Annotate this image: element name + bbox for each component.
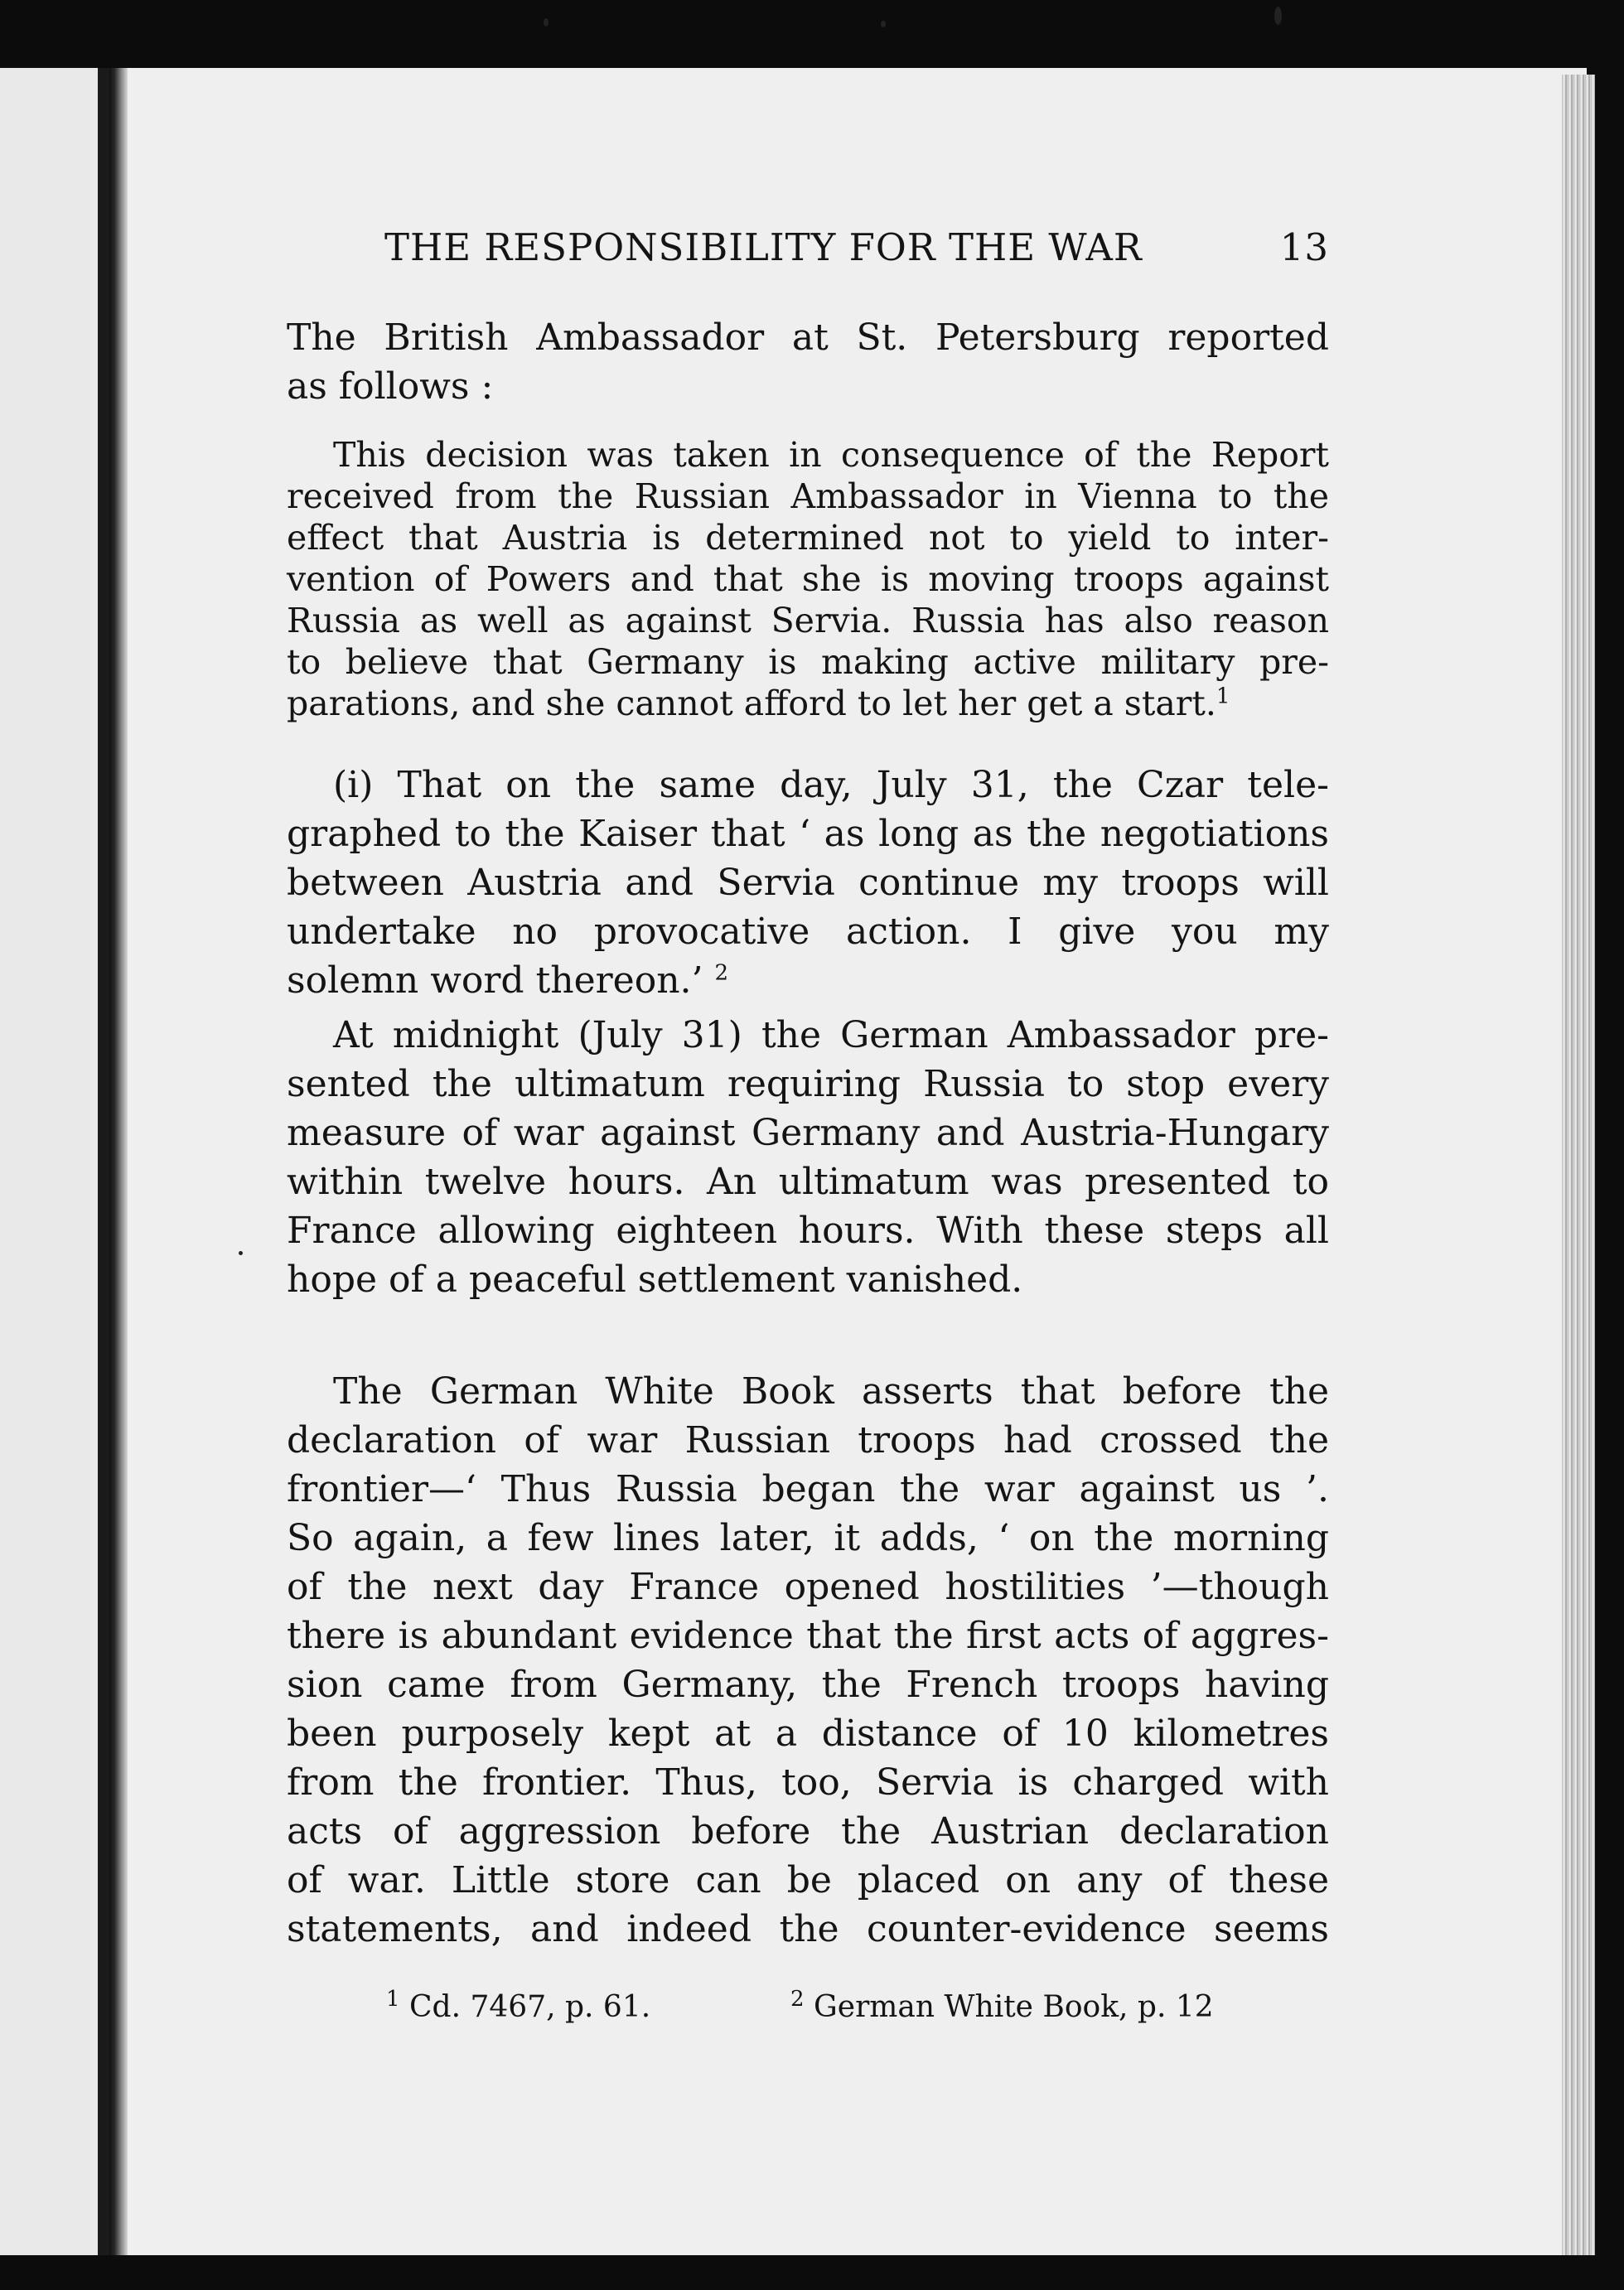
text-line — [287, 683, 1329, 724]
footnote-2 — [790, 1987, 1214, 2024]
running-header — [384, 225, 1329, 283]
text-line — [287, 956, 1329, 1005]
footnote-text: Cd. 7467, p. 61. — [409, 1990, 651, 2024]
text-line-content: parations, and she cannot afford to let her get a start. — [287, 684, 1216, 723]
text-line: received from the Russian Ambassador in Vienna to the — [287, 476, 1329, 516]
page-stack-edge — [1562, 75, 1595, 2282]
text-line: Russia as well as against Servia. Russia has also reason — [287, 601, 1329, 640]
gutter-shadow — [98, 68, 109, 2255]
text-line: within twelve hours. An ultimatum was presented to — [287, 1161, 1329, 1203]
text-line: At midnight (July 31) the German Ambassador pre- — [333, 1014, 1329, 1056]
text-line: measure of war against Germany and Austria-Hungary — [287, 1112, 1329, 1154]
text-line: vention of Powers and that she is moving troops against — [287, 559, 1329, 599]
page-number: 13 — [1279, 225, 1329, 269]
footnote-ref-2: 2 — [714, 960, 729, 986]
text-line: The German White Book asserts that before the — [333, 1370, 1329, 1413]
text-line: effect that Austria is determined not to yield to inter- — [287, 518, 1329, 558]
scan-speck — [1274, 7, 1282, 25]
text-line: undertake no provocative action. I give you my — [287, 911, 1329, 953]
text-line: So again, a few lines later, it adds, ‘ on the morning — [287, 1517, 1329, 1559]
text-line: declaration of war Russian troops had crossed the — [287, 1419, 1329, 1461]
scan-speck — [239, 1251, 243, 1255]
facing-page-edge — [0, 68, 106, 2255]
text-line: acts of aggression before the Austrian declaration — [287, 1810, 1329, 1853]
scan-speck — [544, 18, 549, 27]
text-line: of war. Little store can be placed on any of these — [287, 1859, 1329, 1901]
footnote-marker: 2 — [790, 1987, 805, 2012]
text-line-content: solemn word thereon.’ — [287, 959, 703, 1002]
white-book-paragraph — [287, 1367, 1329, 1954]
text-line: between Austria and Servia continue my troops will — [287, 862, 1329, 904]
intro-paragraph — [287, 313, 1329, 411]
footnote-1 — [386, 1987, 651, 2024]
item-i-paragraph — [287, 761, 1329, 1005]
text-line: sion came from Germany, the French troops having — [287, 1664, 1329, 1706]
text-line: This decision was taken in consequence of the Report — [333, 435, 1329, 475]
block-quote — [287, 434, 1329, 724]
text-line: France allowing eighteen hours. With these steps all — [287, 1210, 1329, 1252]
text-line: statements, and indeed the counter-evidence seems — [287, 1908, 1329, 1950]
text-line: graphed to the Kaiser that ‘ as long as the negotiations — [287, 813, 1329, 855]
midnight-paragraph — [287, 1011, 1329, 1304]
text-line: as follows : — [287, 365, 494, 408]
text-line: frontier—‘ Thus Russia began the war against us ’. — [287, 1468, 1329, 1510]
text-line: The British Ambassador at St. Petersburg reported — [287, 316, 1329, 359]
text-line: to believe that Germany is making active military pre- — [287, 642, 1329, 682]
scan-speck — [881, 21, 886, 27]
footnote-marker: 1 — [386, 1987, 400, 2012]
footnote-ref-1: 1 — [1216, 684, 1230, 709]
text-line: hope of a peaceful settlement vanished. — [287, 1259, 1023, 1301]
scan-bottom-border — [0, 2255, 1624, 2290]
page-binding-edge — [109, 68, 128, 2282]
text-line: of the next day France opened hostilities ’—though — [287, 1566, 1329, 1608]
text-line: been purposely kept at a distance of 10 kilometres — [287, 1713, 1329, 1755]
text-line: from the frontier. Thus, too, Servia is charged with — [287, 1761, 1329, 1804]
running-title: THE RESPONSIBILITY FOR THE WAR — [384, 225, 1143, 269]
footnote-text: German White Book, p. 12 — [814, 1990, 1214, 2024]
text-line: sented the ultimatum requiring Russia to stop every — [287, 1063, 1329, 1105]
text-line: (i) That on the same day, July 31, the Czar tele- — [333, 764, 1329, 806]
text-line: there is abundant evidence that the first acts of aggres- — [287, 1615, 1329, 1657]
